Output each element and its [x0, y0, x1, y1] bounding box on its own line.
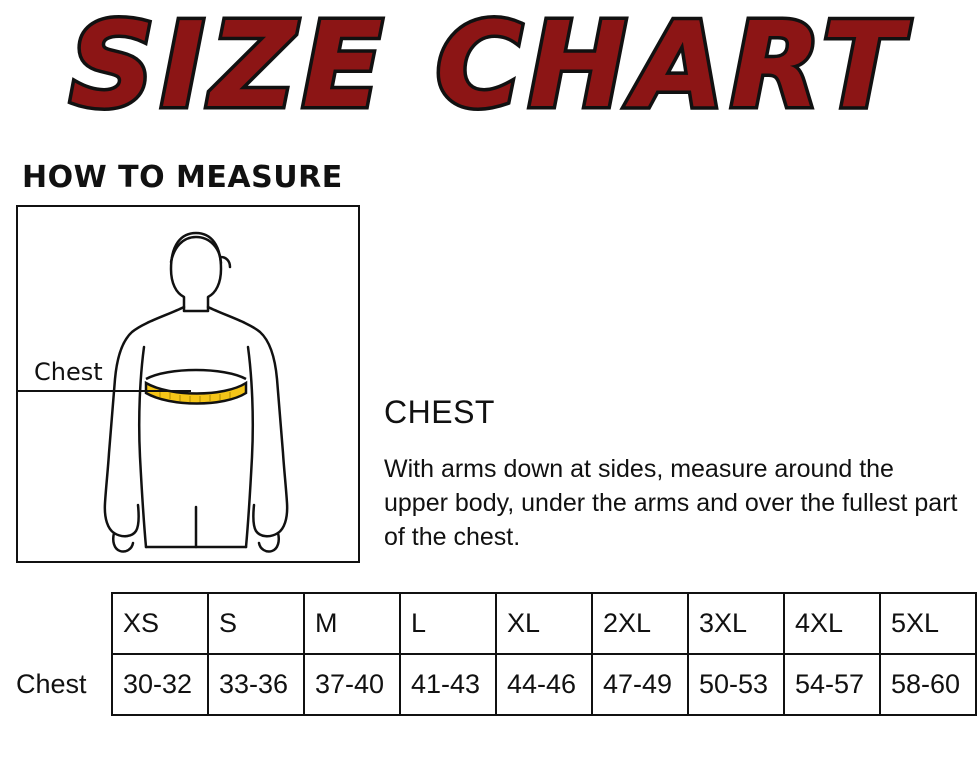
tape-measure — [146, 370, 246, 404]
chest-measure-label: Chest — [34, 358, 103, 386]
header-cell-xl: XL — [496, 593, 592, 654]
description-heading: CHEST — [384, 394, 495, 430]
table-header-row — [8, 593, 976, 654]
cell-chest-s: 33-36 — [208, 654, 304, 715]
header-cell-4xl: 4XL — [784, 593, 880, 654]
header-cell-l: L — [400, 593, 496, 654]
cell-chest-l: 41-43 — [400, 654, 496, 715]
header-cell-s: S — [208, 593, 304, 654]
cell-chest-xs: 30-32 — [112, 654, 208, 715]
header-cell-5xl: 5XL — [880, 593, 976, 654]
header-cell-m: M — [304, 593, 400, 654]
cell-chest-xl: 44-46 — [496, 654, 592, 715]
header-cell-3xl: 3XL — [688, 593, 784, 654]
table-row — [8, 654, 976, 715]
cell-chest-3xl: 50-53 — [688, 654, 784, 715]
header-cell-2xl: 2XL — [592, 593, 688, 654]
cell-chest-5xl: 58-60 — [880, 654, 976, 715]
chest-leader-line — [16, 390, 191, 392]
row-label-chest: Chest — [8, 654, 112, 715]
size-table — [8, 592, 977, 716]
header-corner-cell — [8, 593, 112, 654]
title-banner — [0, 0, 978, 146]
header-cell-xs: XS — [112, 593, 208, 654]
cell-chest-m: 37-40 — [304, 654, 400, 715]
how-to-measure-heading: HOW TO MEASURE — [22, 160, 343, 195]
cell-chest-2xl: 47-49 — [592, 654, 688, 715]
page-title: SIZE CHART — [69, 0, 909, 134]
cell-chest-4xl: 54-57 — [784, 654, 880, 715]
description-body: With arms down at sides, measure around the upper body, under the arms and over the fullest part of the chest. — [384, 455, 958, 551]
